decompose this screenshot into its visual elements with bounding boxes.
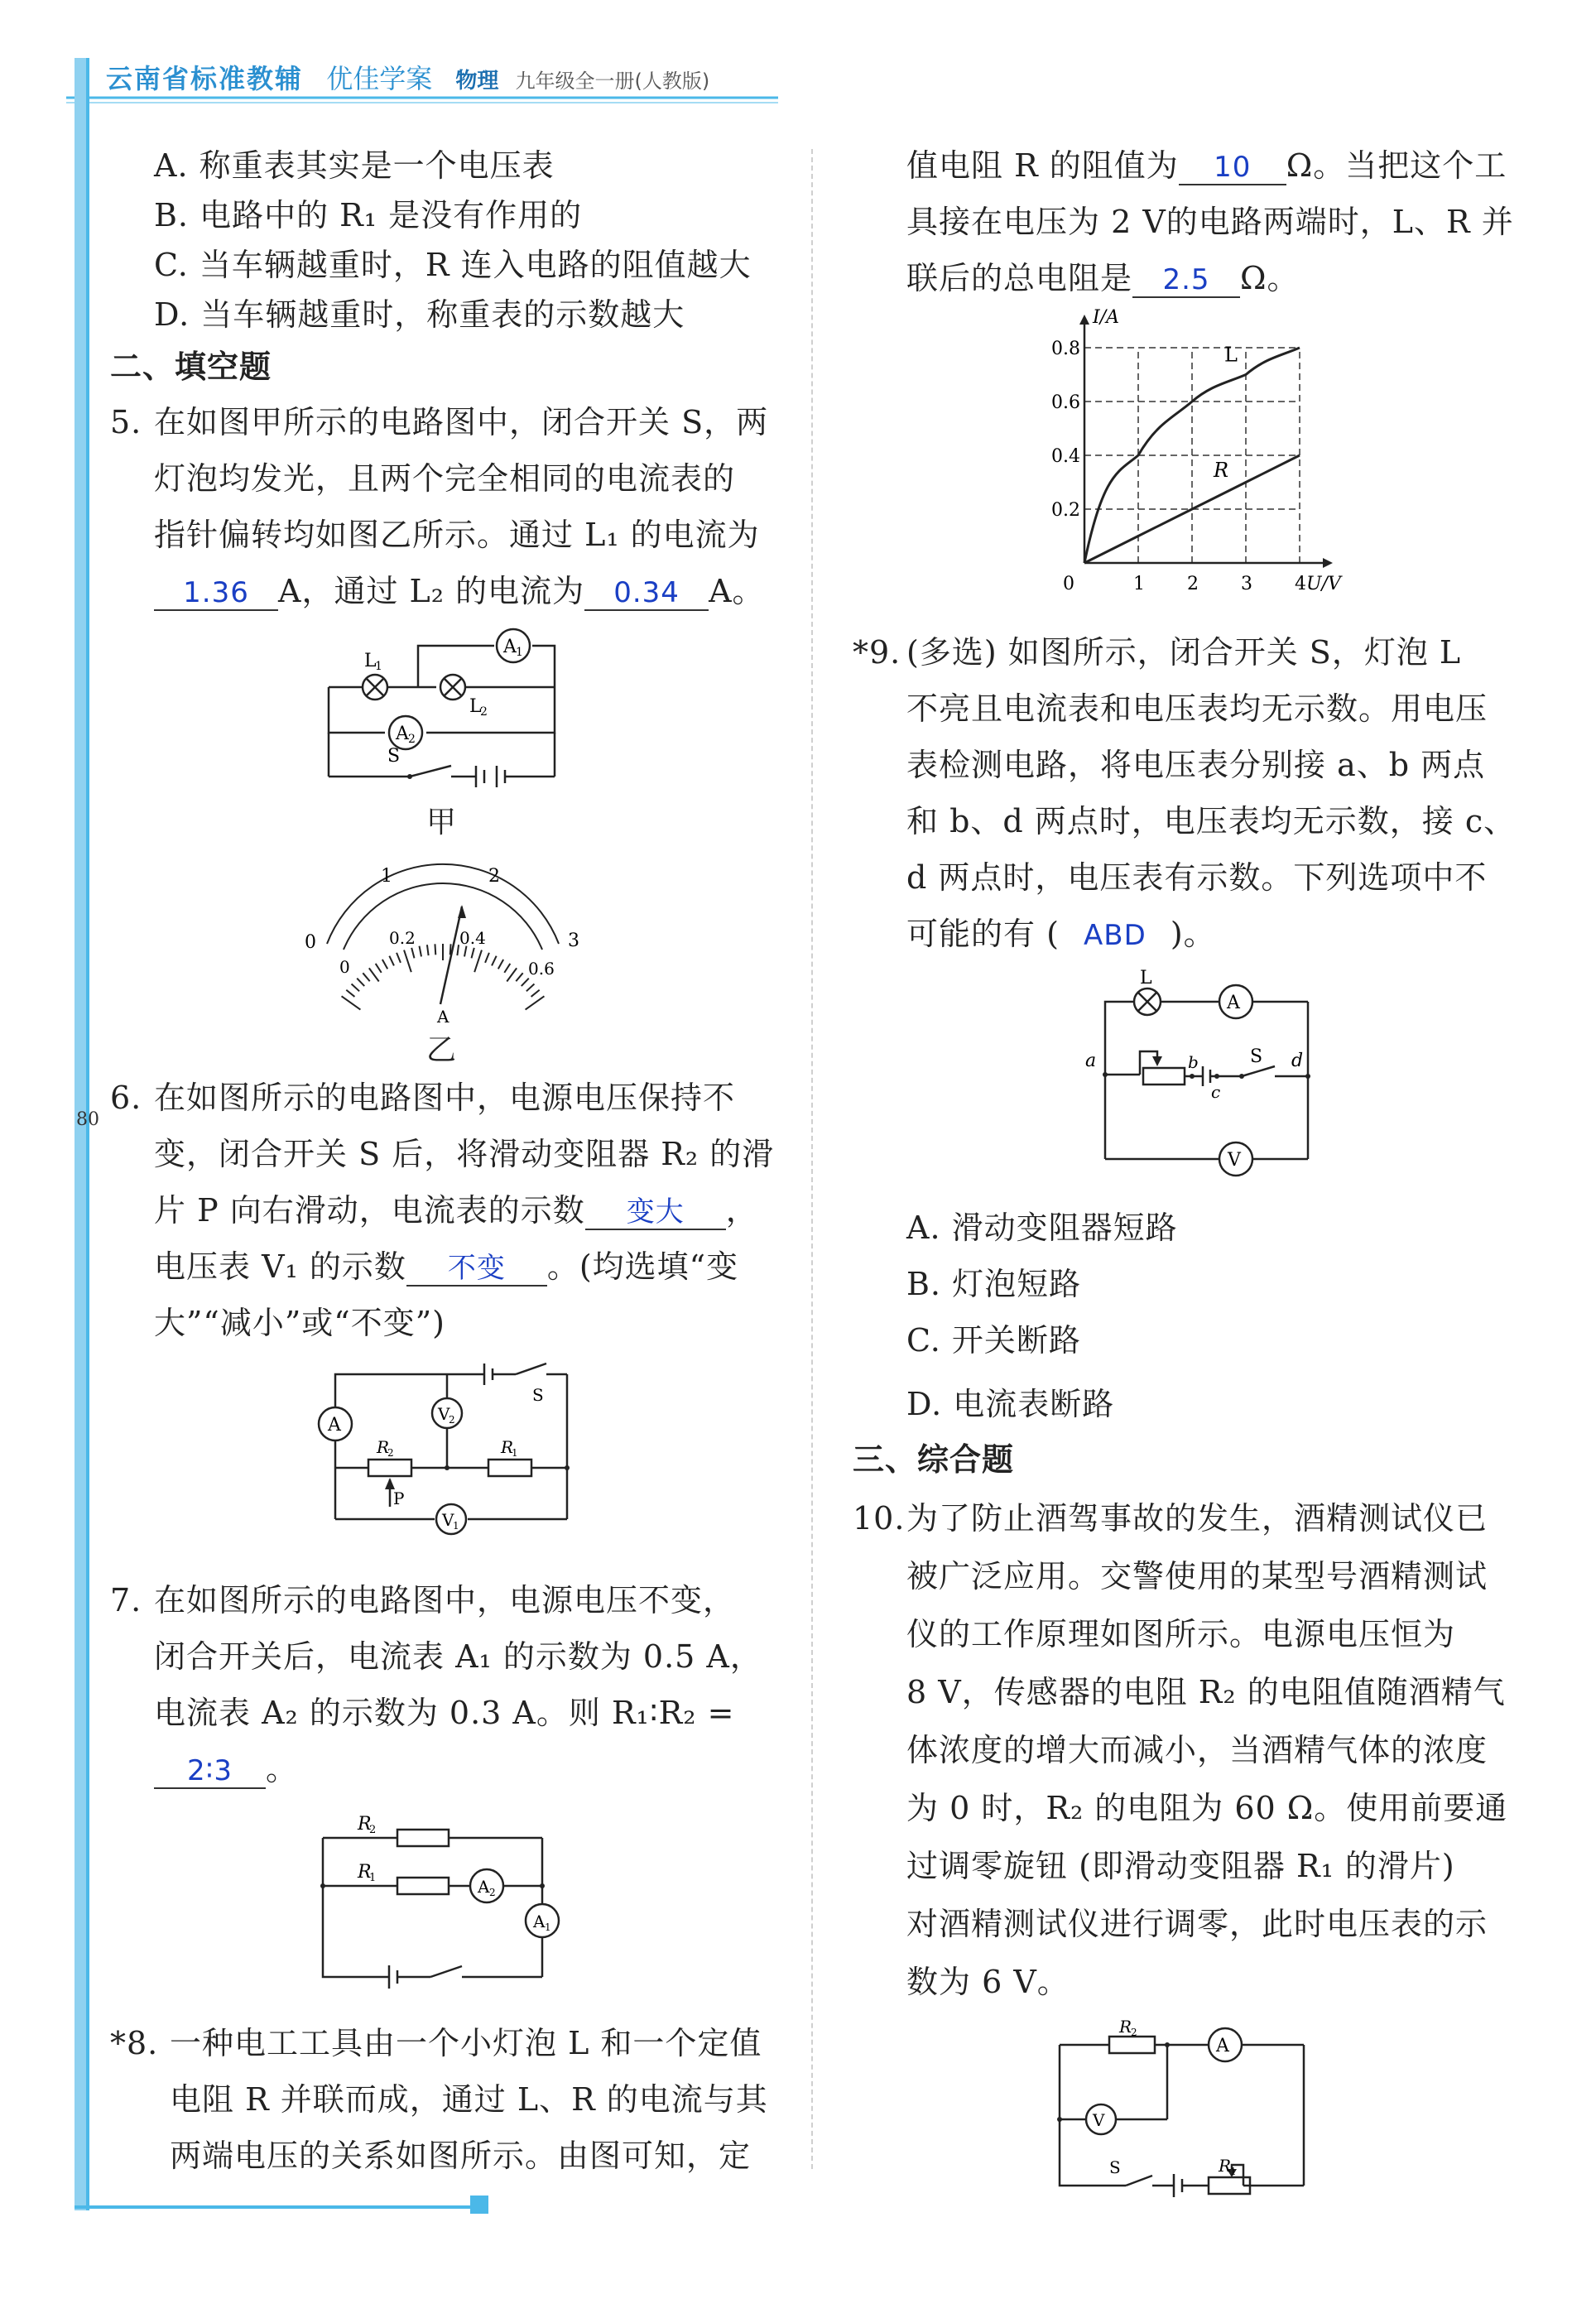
q7-line1: 在如图所示的电路图中，电源电压不变， (154, 1582, 736, 1618)
dial-tick (498, 960, 503, 969)
chart-x-tick-label: 2 (1187, 574, 1199, 594)
q6-line3-end: ， (725, 1192, 758, 1229)
q9-option-a: A. 滑动变阻器短路 (906, 1210, 1178, 1246)
q6-line2: 变，闭合开关 S 后，将滑动变阻器 R₂ 的滑 (154, 1136, 775, 1172)
q6-line1: 在如图所示的电路图中，电源电压保持不 (154, 1080, 736, 1116)
dial-tick (397, 953, 401, 963)
chart-series-label: L (1224, 343, 1238, 367)
dial-tick (404, 950, 411, 973)
chart-x-tick-label: 0 (1063, 574, 1074, 594)
q9-line1: (多选) 如图所示，闭合开关 S，灯泡 L (906, 634, 1462, 671)
q10-line3: 仪的工作原理如图所示。电源电压恒为 (906, 1616, 1456, 1652)
q6-line4-end: 。(均选填“变 (546, 1248, 739, 1285)
q8-answer-1: 10 (1214, 151, 1252, 184)
q5-line4-mid: A，通过 L₂ 的电流为 (278, 573, 585, 609)
q7-line2: 闭合开关后，电流表 A₁ 的示数为 0.5 A， (154, 1638, 762, 1675)
svg-text:0.6: 0.6 (528, 959, 555, 979)
q10-line6: 为 0 时，R₂ 的电阻为 60 Ω。使用前要通 (906, 1790, 1508, 1826)
svg-text:A: A (396, 724, 409, 744)
q10-line8: 对酒精测试仪进行调零，此时电压表的示 (906, 1906, 1488, 1942)
svg-text:A: A (1216, 2036, 1229, 2056)
q6-line4 (154, 1243, 738, 1290)
svg-text:1: 1 (453, 1520, 459, 1532)
q5-number: 5. (110, 404, 142, 440)
svg-text:1: 1 (516, 646, 523, 659)
chart-x-label: U/V (1306, 574, 1341, 594)
header-series: 云南省标准教辅 (106, 63, 304, 94)
svg-text:R: R (377, 1437, 390, 1457)
q4-option-d: D. 当车辆越重时，称重表的示数越大 (154, 296, 685, 333)
svg-text:S: S (387, 746, 401, 767)
q10-line7: 过调零旋钮 (即滑动变阻器 R₁ 的滑片) (906, 1848, 1455, 1884)
svg-text:2: 2 (488, 866, 500, 887)
svg-text:1: 1 (1230, 2166, 1237, 2177)
q8-cont-line1-end: Ω。当把这个工 (1286, 147, 1507, 184)
dial-tick (411, 948, 414, 959)
dial-tick (507, 968, 517, 981)
q6-number: 6. (110, 1080, 142, 1116)
q10-line1: 为了防止酒驾事故的发生，酒精测试仪已 (906, 1500, 1488, 1537)
q7-line3: 电流表 A₂ 的示数为 0.3 A。则 R₁∶R₂ = (154, 1695, 735, 1731)
q6-line3 (154, 1187, 758, 1234)
svg-text:0.2: 0.2 (389, 928, 416, 948)
q5-answer-1: 1.36 (183, 576, 249, 609)
q6-line5: 大”“减小”或“不变”) (154, 1305, 445, 1341)
svg-text:V: V (438, 1404, 450, 1424)
svg-text:1: 1 (381, 866, 392, 887)
dial-tick (472, 948, 474, 959)
q9-number: *9. (853, 634, 901, 671)
q8-number: *8. (110, 2025, 159, 2061)
svg-text:R: R (501, 1437, 514, 1457)
q8-line3: 两端电压的关系如图所示。由图可知，定 (170, 2138, 752, 2174)
q9-line5: d 两点时，电压表有示数。下列选项中不 (906, 859, 1488, 896)
svg-text:0: 0 (339, 957, 350, 977)
svg-text:A: A (503, 637, 517, 657)
chart-x-tick-label: 3 (1241, 574, 1252, 594)
chart-y-tick-label: 0.6 (1051, 392, 1080, 413)
svg-text:1: 1 (375, 660, 382, 673)
chart-y-tick-label: 0.4 (1051, 446, 1080, 467)
dial-tick (389, 956, 394, 966)
svg-text:A: A (1227, 993, 1240, 1013)
svg-text:2: 2 (449, 1414, 455, 1426)
chart-x-arrow (1323, 558, 1333, 568)
q8-cont-line3-end: Ω。 (1240, 260, 1300, 296)
svg-text:S: S (1250, 1046, 1263, 1067)
dial-tick (376, 964, 382, 973)
chart-y-arrow (1079, 315, 1089, 325)
q6-line4-text: 电压表 V₁ 的示数 (154, 1248, 406, 1285)
svg-text:A: A (533, 1912, 546, 1931)
svg-text:R: R (358, 1862, 372, 1883)
q6-line3-text: 片 P 向右滑动，电流表的示数 (154, 1192, 585, 1229)
section-2-heading: 二、填空题 (110, 349, 272, 385)
chart-y-tick-label: 0.8 (1051, 339, 1080, 359)
svg-text:L: L (1140, 968, 1152, 988)
svg-text:A: A (478, 1877, 490, 1897)
q9-circuit (1039, 969, 1320, 1184)
q9-line3: 表检测电路，将电压表分别接 a、b 两点 (906, 747, 1486, 783)
dial-tick (492, 956, 497, 966)
dial-tick (352, 984, 360, 992)
q7-line4-end: 。 (266, 1751, 299, 1787)
chart-y-label: I/A (1093, 307, 1119, 328)
svg-text:V: V (442, 1510, 454, 1530)
q4-option-c: C. 当车辆越重时，R 连入电路的阻值越大 (154, 247, 752, 283)
section-3-heading: 三、综合题 (853, 1441, 1015, 1478)
dial-tick (420, 946, 421, 957)
q8-cont-line3-start: 联后的总电阻是 (906, 260, 1133, 296)
q7-answer: 2∶3 (186, 1754, 233, 1787)
q8-cont-line3 (906, 255, 1300, 301)
dial-tick (516, 973, 522, 981)
dial-tick (357, 979, 364, 986)
q8-answer-2: 2.5 (1162, 263, 1210, 296)
bottom-square (470, 2196, 488, 2214)
svg-text:2: 2 (369, 1824, 377, 1836)
q5-line2: 灯泡均发光，且两个完全相同的电流表的 (154, 460, 736, 497)
dial-tick (369, 968, 379, 981)
q5-line1: 在如图甲所示的电路图中，闭合开关 S，两 (154, 404, 769, 440)
q6-circuit (310, 1362, 584, 1536)
chart-series-label: R (1214, 459, 1229, 482)
svg-text:3: 3 (568, 931, 579, 951)
dial-tick (531, 990, 540, 997)
svg-text:R: R (1119, 2017, 1132, 2037)
q10-number: 10. (853, 1500, 906, 1537)
q6-answer-2: 不变 (447, 1252, 506, 1285)
svg-text:A: A (437, 1007, 449, 1027)
svg-text:d: d (1291, 1051, 1304, 1071)
q5-figure1-caption: 甲 (426, 806, 457, 839)
q9-option-d: D. 电流表断路 (906, 1386, 1115, 1422)
svg-text:2: 2 (408, 733, 416, 746)
dial-tick (457, 945, 459, 955)
dial-tick (504, 964, 510, 973)
q8-cont-line2: 具接在电压为 2 V的电路两端时，L、R 并 (906, 204, 1514, 240)
dial-tick (474, 950, 482, 973)
chart-y-tick-label: 0.2 (1051, 500, 1080, 521)
q9-option-b: B. 灯泡短路 (906, 1266, 1082, 1302)
svg-text:S: S (1109, 2157, 1121, 2177)
q9-line4: 和 b、d 两点时，电压表均无示数，接 c、 (906, 803, 1517, 839)
chart-x-tick-label: 1 (1133, 574, 1145, 594)
svg-text:1: 1 (512, 1447, 518, 1459)
q8-iu-chart (1051, 307, 1349, 600)
q10-line9: 数为 6 V。 (906, 1964, 1070, 2000)
q9-option-c: C. 开关断路 (906, 1322, 1081, 1359)
header-subject: 物理 (455, 69, 499, 94)
q9-line6 (906, 911, 1216, 959)
svg-text:2: 2 (489, 1887, 496, 1898)
q9-answer: ABD (1084, 919, 1147, 952)
header-book: 优佳学案 (326, 63, 433, 94)
column-divider (811, 149, 813, 2169)
dial-tick (382, 960, 387, 969)
dial-tick (526, 996, 545, 1009)
svg-text:R: R (1219, 2156, 1232, 2176)
svg-text:V: V (1093, 2110, 1105, 2130)
svg-text:L: L (364, 651, 377, 671)
page-number: 80 (76, 1109, 99, 1130)
q10-line5: 体浓度的增大而减小，当酒精气体的浓度 (906, 1732, 1488, 1768)
chart-x-tick-label: 4 (1295, 574, 1306, 594)
margin-bar-inner (86, 58, 89, 2210)
dial-tick (522, 979, 529, 986)
bottom-line (75, 2205, 472, 2209)
q5-line4 (154, 568, 765, 614)
svg-text:a: a (1085, 1051, 1097, 1071)
svg-text:c: c (1211, 1082, 1221, 1102)
q5-line3: 指针偏转均如图乙所示。通过 L₁ 的电流为 (154, 517, 760, 553)
dial-tick (427, 945, 429, 955)
svg-text:1: 1 (369, 1872, 377, 1884)
svg-text:V: V (1228, 1150, 1241, 1171)
q10-line4: 8 V，传感器的电阻 R₂ 的电阻值随酒精气 (906, 1674, 1506, 1710)
q7-line4 (154, 1746, 298, 1792)
q5-line4-end: A。 (709, 573, 765, 609)
q10-line2: 被广泛应用。交警使用的某型号酒精测试 (906, 1558, 1488, 1594)
q9-line2: 不亮且电流表和电压表均无示数。用电压 (906, 690, 1488, 727)
svg-text:S: S (532, 1385, 544, 1405)
q8-cont-line1 (906, 142, 1507, 189)
svg-text:0: 0 (305, 932, 316, 953)
svg-text:1: 1 (545, 1921, 551, 1933)
header-grade: 九年级全一册(人教版) (515, 70, 710, 93)
q7-number: 7. (110, 1582, 142, 1618)
q8-line2: 电阻 R 并联而成，通过 L、R 的电流与其 (170, 2081, 768, 2118)
svg-text:0.4: 0.4 (459, 928, 486, 948)
q9-line6-start: 可能的有 ( (906, 916, 1060, 952)
svg-text:b: b (1188, 1052, 1199, 1072)
q5-figure2-caption: 乙 (426, 1033, 457, 1067)
q8-line1: 一种电工工具由一个小灯泡 L 和一个定值 (170, 2025, 762, 2061)
dial-tick (342, 996, 361, 1009)
q7-circuit (315, 1805, 571, 1995)
q5-circuit-jia (319, 629, 559, 786)
svg-text:R: R (358, 1814, 372, 1835)
q8-cont-line1-start: 值电阻 R 的阻值为 (906, 147, 1179, 184)
dial-tick (485, 953, 489, 963)
svg-text:2: 2 (480, 705, 488, 719)
svg-text:2: 2 (387, 1447, 394, 1459)
svg-text:L: L (469, 696, 482, 717)
dial-tick (363, 973, 369, 981)
q9-line6-end: )。 (1170, 916, 1216, 952)
dial-tick (526, 984, 535, 992)
svg-text:P: P (393, 1489, 405, 1508)
q6-answer-1: 变大 (626, 1195, 685, 1229)
q4-option-a: A. 称重表其实是一个电压表 (154, 147, 555, 184)
q10-circuit (1051, 2017, 1324, 2202)
q4-option-b: B. 电路中的 R₁ 是没有作用的 (154, 197, 583, 233)
margin-bar (75, 58, 86, 2210)
q5-answer-2: 0.34 (613, 576, 680, 609)
q5-ammeter-dial (298, 857, 588, 1027)
dial-tick (346, 990, 354, 997)
svg-text:A: A (328, 1415, 341, 1436)
svg-text:2: 2 (1131, 2027, 1137, 2038)
